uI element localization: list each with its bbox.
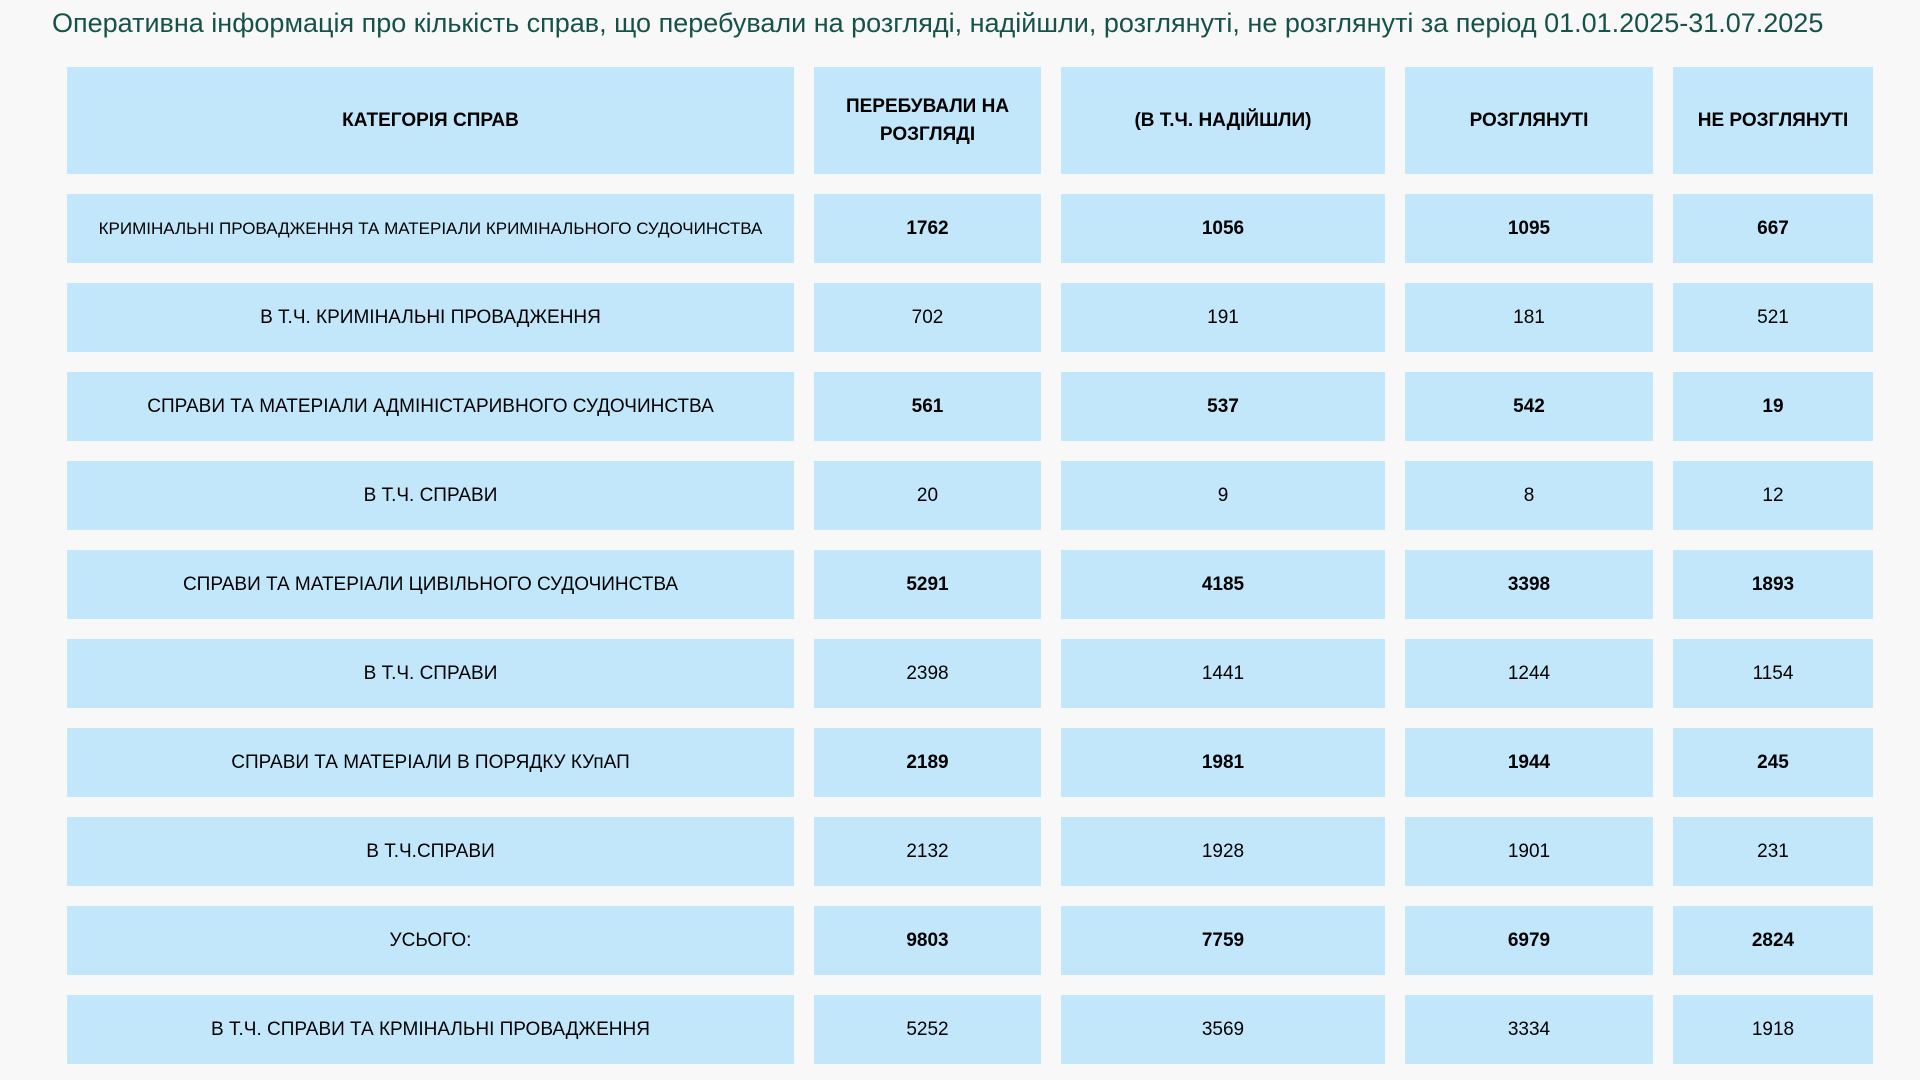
header-reviewed: РОЗГЛЯНУТІ (1405, 67, 1653, 174)
received-cell: 191 (1061, 283, 1385, 352)
reviewed-cell: 3398 (1405, 550, 1653, 619)
not-reviewed-cell: 1918 (1673, 995, 1873, 1064)
header-received: (В Т.Ч. НАДІЙШЛИ) (1061, 67, 1385, 174)
cases-table (67, 67, 1873, 1064)
category-cell: В Т.Ч. СПРАВИ ТА КРМІНАЛЬНІ ПРОВАДЖЕННЯ (67, 995, 794, 1064)
pending-cell: 2189 (814, 728, 1041, 797)
header-category: КАТЕГОРІЯ СПРАВ (67, 67, 794, 174)
reviewed-cell: 1944 (1405, 728, 1653, 797)
pending-cell: 5252 (814, 995, 1041, 1064)
reviewed-cell: 6979 (1405, 906, 1653, 975)
received-cell: 9 (1061, 461, 1385, 530)
not-reviewed-cell: 1893 (1673, 550, 1873, 619)
received-cell: 1441 (1061, 639, 1385, 708)
received-cell: 7759 (1061, 906, 1385, 975)
reviewed-cell: 181 (1405, 283, 1653, 352)
pending-cell: 1762 (814, 194, 1041, 263)
category-cell: КРИМІНАЛЬНІ ПРОВАДЖЕННЯ ТА МАТЕРІАЛИ КРИМІНАЛЬНОГО СУДОЧИНСТВА (67, 194, 794, 263)
pending-cell: 2132 (814, 817, 1041, 886)
category-cell: В Т.Ч. КРИМІНАЛЬНІ ПРОВАДЖЕННЯ (67, 283, 794, 352)
header-not-reviewed: НЕ РОЗГЛЯНУТІ (1673, 67, 1873, 174)
not-reviewed-cell: 245 (1673, 728, 1873, 797)
header-pending: ПЕРЕБУВАЛИ НА РОЗГЛЯДІ (814, 67, 1041, 174)
pending-cell: 9803 (814, 906, 1041, 975)
not-reviewed-cell: 19 (1673, 372, 1873, 441)
not-reviewed-cell: 667 (1673, 194, 1873, 263)
received-cell: 537 (1061, 372, 1385, 441)
pending-cell: 2398 (814, 639, 1041, 708)
category-cell: В Т.Ч. СПРАВИ (67, 461, 794, 530)
received-cell: 1981 (1061, 728, 1385, 797)
reviewed-cell: 1095 (1405, 194, 1653, 263)
not-reviewed-cell: 12 (1673, 461, 1873, 530)
reviewed-cell: 1244 (1405, 639, 1653, 708)
category-cell: СПРАВИ ТА МАТЕРІАЛИ ЦИВІЛЬНОГО СУДОЧИНСТВА (67, 550, 794, 619)
category-cell: СПРАВИ ТА МАТЕРІАЛИ В ПОРЯДКУ КУпАП (67, 728, 794, 797)
reviewed-cell: 3334 (1405, 995, 1653, 1064)
not-reviewed-cell: 231 (1673, 817, 1873, 886)
pending-cell: 20 (814, 461, 1041, 530)
received-cell: 3569 (1061, 995, 1385, 1064)
not-reviewed-cell: 521 (1673, 283, 1873, 352)
reviewed-cell: 1901 (1405, 817, 1653, 886)
category-cell: В Т.Ч.СПРАВИ (67, 817, 794, 886)
pending-cell: 5291 (814, 550, 1041, 619)
not-reviewed-cell: 1154 (1673, 639, 1873, 708)
received-cell: 1928 (1061, 817, 1385, 886)
page-title: Оперативна інформація про кількість справ, що перебували на розгляді, надійшли, розглянуті, не розглянуті за період 01.01.2025-31.07.2025 (52, 8, 1824, 38)
pending-cell: 702 (814, 283, 1041, 352)
received-cell: 1056 (1061, 194, 1385, 263)
not-reviewed-cell: 2824 (1673, 906, 1873, 975)
reviewed-cell: 542 (1405, 372, 1653, 441)
category-cell: В Т.Ч. СПРАВИ (67, 639, 794, 708)
category-cell: СПРАВИ ТА МАТЕРІАЛИ АДМІНІСТАРИВНОГО СУДОЧИНСТВА (67, 372, 794, 441)
category-cell: УСЬОГО: (67, 906, 794, 975)
received-cell: 4185 (1061, 550, 1385, 619)
pending-cell: 561 (814, 372, 1041, 441)
reviewed-cell: 8 (1405, 461, 1653, 530)
